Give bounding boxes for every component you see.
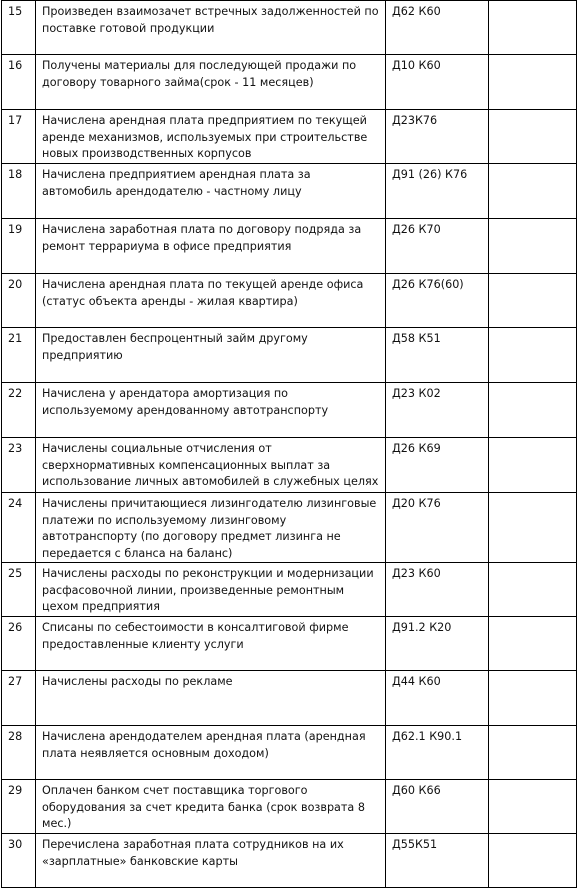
account-entry: Д44 К60 — [386, 671, 489, 726]
account-entry: Д10 К60 — [386, 55, 489, 110]
table-row — [2, 55, 577, 110]
empty-cell — [489, 55, 577, 110]
empty-cell — [489, 219, 577, 274]
table-row — [2, 1, 577, 55]
transaction-description: Начислена арендодателем арендная плата (арендная плата неявляется основным доходом) — [36, 726, 386, 780]
transaction-description: Начислена у арендатора амортизация по используемому арендованному автотранспорту — [36, 383, 386, 438]
table-row — [2, 383, 577, 438]
account-entry: Д91.2 К20 — [386, 617, 489, 671]
transaction-description: Произведен взаимозачет встречных задолженностей по поставке готовой продукции — [36, 1, 386, 55]
account-entry: Д23К76 — [386, 110, 489, 164]
table-row — [2, 493, 577, 563]
transaction-description: Начислены расходы по реконструкции и модернизации расфасовочной линии, произведенные ремонтным цехом предприятия — [36, 563, 386, 617]
transactions-table — [1, 0, 577, 888]
empty-cell — [489, 617, 577, 671]
transaction-description: Списаны по себестоимости в консалтиговой фирме предоставленные клиенту услуги — [36, 617, 386, 671]
empty-cell — [489, 438, 577, 493]
transaction-description: Оплачен банком счет поставщика торгового оборудования за счет кредита банка (срок возврата 8 мес.) — [36, 780, 386, 834]
transaction-description: Получены материалы для последующей продажи по договору товарного займа(срок - 11 месяцев) — [36, 55, 386, 110]
transaction-description: Начислена предприятием арендная плата за автомобиль арендодателю - частному лицу — [36, 164, 386, 219]
transaction-description: Начислена арендная плата по текущей аренде офиса (статус объекта аренды - жилая квартира) — [36, 274, 386, 328]
account-entry: Д55К51 — [386, 834, 489, 888]
account-entry: Д23 К60 — [386, 563, 489, 617]
account-entry: Д91 (26) К76 — [386, 164, 489, 219]
row-number: 17 — [2, 110, 36, 164]
table-row — [2, 328, 577, 383]
account-entry: Д60 К66 — [386, 780, 489, 834]
table-row — [2, 219, 577, 274]
table-row — [2, 780, 577, 834]
empty-cell — [489, 110, 577, 164]
row-number: 18 — [2, 164, 36, 219]
table-row — [2, 834, 577, 888]
transaction-description: Начислена заработная плата по договору подряда за ремонт террариума в офисе предприятия — [36, 219, 386, 274]
table-row — [2, 164, 577, 219]
empty-cell — [489, 780, 577, 834]
row-number: 19 — [2, 219, 36, 274]
transaction-description: Перечислена заработная плата сотрудников на их «зарплатные» банковские карты — [36, 834, 386, 888]
account-entry: Д58 К51 — [386, 328, 489, 383]
empty-cell — [489, 328, 577, 383]
account-entry: Д26 К76(60) — [386, 274, 489, 328]
row-number: 20 — [2, 274, 36, 328]
table-row — [2, 726, 577, 780]
row-number: 28 — [2, 726, 36, 780]
table-row — [2, 563, 577, 617]
account-entry: Д62.1 К90.1 — [386, 726, 489, 780]
table-row — [2, 110, 577, 164]
transaction-description: Начислены расходы по рекламе — [36, 671, 386, 726]
transaction-description: Начислены социальные отчисления от сверхнормативных компенсационных выплат за использование личных автомобилей в служебных целях — [36, 438, 386, 493]
account-entry: Д26 К69 — [386, 438, 489, 493]
row-number: 16 — [2, 55, 36, 110]
row-number: 29 — [2, 780, 36, 834]
table-row — [2, 274, 577, 328]
row-number: 26 — [2, 617, 36, 671]
empty-cell — [489, 671, 577, 726]
empty-cell — [489, 164, 577, 219]
row-number: 25 — [2, 563, 36, 617]
empty-cell — [489, 1, 577, 55]
empty-cell — [489, 383, 577, 438]
row-number: 15 — [2, 1, 36, 55]
account-entry: Д62 К60 — [386, 1, 489, 55]
table-row — [2, 617, 577, 671]
table-row — [2, 671, 577, 726]
row-number: 27 — [2, 671, 36, 726]
empty-cell — [489, 493, 577, 563]
empty-cell — [489, 834, 577, 888]
empty-cell — [489, 726, 577, 780]
empty-cell — [489, 563, 577, 617]
account-entry: Д20 К76 — [386, 493, 489, 563]
account-entry: Д23 К02 — [386, 383, 489, 438]
row-number: 23 — [2, 438, 36, 493]
transaction-description: Предоставлен беспроцентный займ другому предприятию — [36, 328, 386, 383]
transaction-description: Начислены причитающиеся лизингодателю лизинговые платежи по используемому лизинговому автотранспорту (по договору предмет лизинга не передается с бланса на баланс) — [36, 493, 386, 563]
row-number: 30 — [2, 834, 36, 888]
account-entry: Д26 К70 — [386, 219, 489, 274]
empty-cell — [489, 274, 577, 328]
row-number: 24 — [2, 493, 36, 563]
row-number: 21 — [2, 328, 36, 383]
table-row — [2, 438, 577, 493]
row-number: 22 — [2, 383, 36, 438]
transaction-description: Начислена арендная плата предприятием по текущей аренде механизмов, используемых при строительстве новых производственных корпусов — [36, 110, 386, 164]
